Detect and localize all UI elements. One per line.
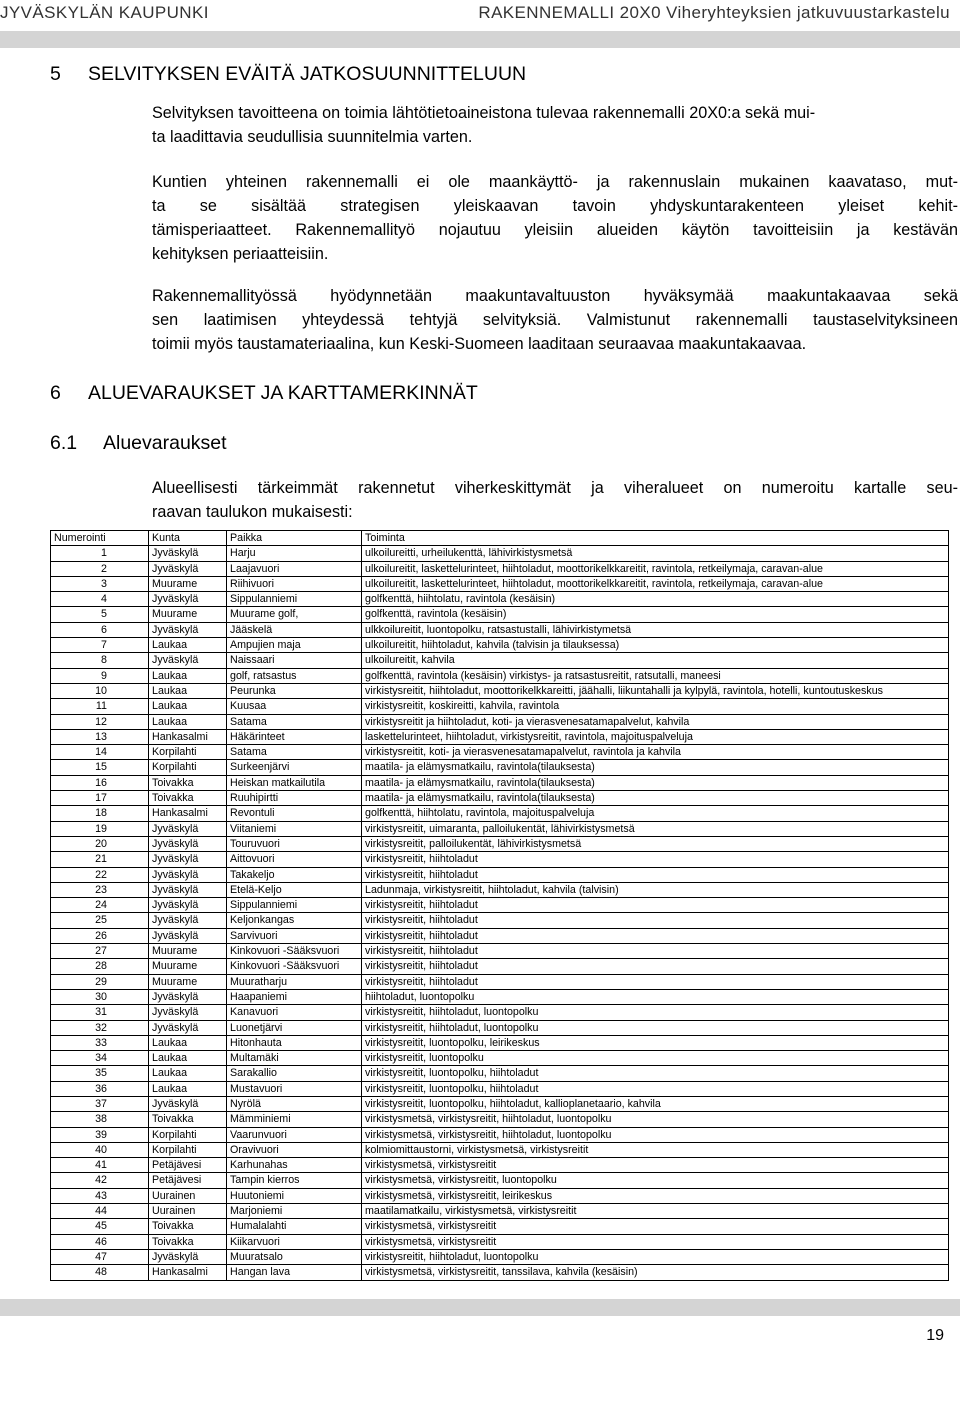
paragraph-2-line: tämisperiaatteet. Rakennemallityö nojautuu yleisiin alueiden käytön tavoitteisiin ja kestävän (152, 221, 958, 239)
cell-paikka: golf, ratsastus (227, 668, 362, 683)
section-6-1-heading (50, 432, 227, 455)
cell-toiminta: virkistysreitit, luontopolku, hiihtoladut (362, 1066, 949, 1081)
table-row (51, 745, 949, 760)
cell-toiminta: maatila- ja elämysmatkailu, ravintola(tilauksesta) (362, 760, 949, 775)
cell-paikka: Surkeenjärvi (227, 760, 362, 775)
page-header (0, 0, 960, 28)
table-row (51, 1005, 949, 1020)
cell-numerointi: 24 (51, 898, 149, 913)
cell-toiminta: maatila- ja elämysmatkailu, ravintola(tilauksesta) (362, 791, 949, 806)
cell-numerointi: 20 (51, 836, 149, 851)
cell-numerointi: 32 (51, 1020, 149, 1035)
cell-numerointi: 36 (51, 1081, 149, 1096)
table-row (51, 791, 949, 806)
cell-numerointi: 9 (51, 668, 149, 683)
table-row (51, 592, 949, 607)
cell-toiminta: virkistysmetsä, virkistysreitit, tanssilava, kahvila (kesäisin) (362, 1265, 949, 1280)
paragraph-3-line: toimii myös taustamateriaalina, kun Keski-Suomeen laaditaan seuraavaa maakuntakaavaa. (152, 335, 807, 353)
cell-toiminta: virkistysreitit, palloilukentät, lähivirkistysmetsä (362, 836, 949, 851)
cell-kunta: Jyväskylä (149, 867, 227, 882)
cell-kunta: Jyväskylä (149, 1020, 227, 1035)
cell-toiminta: virkistysreitit, hiihtoladut, luontopolku (362, 1020, 949, 1035)
table-row (51, 607, 949, 622)
cell-paikka: Mustavuori (227, 1081, 362, 1096)
cell-toiminta: maatilamatkailu, virkistysmetsä, virkistysreitit (362, 1204, 949, 1219)
cell-paikka: Kiikarvuori (227, 1234, 362, 1249)
cell-numerointi: 8 (51, 653, 149, 668)
cell-kunta: Korpilahti (149, 1127, 227, 1142)
cell-paikka: Satama (227, 745, 362, 760)
table-row (51, 638, 949, 653)
cell-numerointi: 48 (51, 1265, 149, 1280)
cell-kunta: Jyväskylä (149, 1005, 227, 1020)
cell-kunta: Jyväskylä (149, 1249, 227, 1264)
cell-kunta: Hankasalmi (149, 1265, 227, 1280)
table-row (51, 714, 949, 729)
cell-numerointi: 6 (51, 622, 149, 637)
paragraph-2 (152, 170, 958, 266)
cell-paikka: Heiskan matkailutila (227, 775, 362, 790)
column-header-paikka: Paikka (227, 531, 362, 546)
cell-kunta: Muurame (149, 576, 227, 591)
cell-toiminta: virkistysreitit, hiihtoladut (362, 867, 949, 882)
cell-paikka: Sippulanniemi (227, 898, 362, 913)
cell-numerointi: 42 (51, 1173, 149, 1188)
cell-kunta: Laukaa (149, 699, 227, 714)
cell-kunta: Hankasalmi (149, 729, 227, 744)
table-row (51, 699, 949, 714)
cell-kunta: Jyväskylä (149, 852, 227, 867)
cell-paikka: Keljonkangas (227, 913, 362, 928)
cell-numerointi: 19 (51, 821, 149, 836)
cell-kunta: Jyväskylä (149, 653, 227, 668)
cell-toiminta: virkistysreitit, hiihtoladut (362, 959, 949, 974)
cell-paikka: Oravivuori (227, 1142, 362, 1157)
cell-kunta: Muurame (149, 944, 227, 959)
cell-toiminta: virkistysreitit, hiihtoladut, luontopolku (362, 1005, 949, 1020)
footer-band (0, 1299, 960, 1316)
cell-kunta: Toivakka (149, 1219, 227, 1234)
cell-toiminta: virkistysreitit, uimaranta, palloilukentät, lähivirkistysmetsä (362, 821, 949, 836)
cell-toiminta: virkistysreitit, hiihtoladut (362, 852, 949, 867)
table-row (51, 1096, 949, 1111)
cell-kunta: Laukaa (149, 638, 227, 653)
cell-numerointi: 27 (51, 944, 149, 959)
cell-kunta: Laukaa (149, 683, 227, 698)
table-row (51, 1234, 949, 1249)
cell-paikka: Ruuhipirtti (227, 791, 362, 806)
table-row (51, 1066, 949, 1081)
cell-paikka: Harju (227, 546, 362, 561)
table-row (51, 959, 949, 974)
cell-numerointi: 28 (51, 959, 149, 974)
cell-toiminta: virkistysreitit, hiihtoladut (362, 913, 949, 928)
cell-numerointi: 11 (51, 699, 149, 714)
cell-numerointi: 7 (51, 638, 149, 653)
table-row (51, 1051, 949, 1066)
table-row (51, 653, 949, 668)
paragraph-2-line: kehityksen periaatteisiin. (152, 245, 329, 263)
cell-kunta: Korpilahti (149, 760, 227, 775)
column-header-kunta: Kunta (149, 531, 227, 546)
cell-kunta: Jyväskylä (149, 622, 227, 637)
cell-paikka: Marjoniemi (227, 1204, 362, 1219)
cell-kunta: Jyväskylä (149, 546, 227, 561)
table-row (51, 1020, 949, 1035)
header-band (0, 31, 960, 48)
cell-toiminta: virkistysmetsä, virkistysreitit, luontopolku (362, 1173, 949, 1188)
cell-kunta: Toivakka (149, 791, 227, 806)
cell-toiminta: virkistysreitit, luontopolku, hiihtoladut, kallioplanetaario, kahvila (362, 1096, 949, 1111)
section-6-1-title: Aluevaraukset (103, 432, 227, 454)
cell-paikka: Haapaniemi (227, 989, 362, 1004)
cell-paikka: Naissaari (227, 653, 362, 668)
cell-paikka: Häkärinteet (227, 729, 362, 744)
table-row (51, 1188, 949, 1203)
table-row (51, 1112, 949, 1127)
column-header-toiminta: Toiminta (362, 531, 949, 546)
cell-toiminta: virkistysreitit, hiihtoladut (362, 928, 949, 943)
cell-numerointi: 10 (51, 683, 149, 698)
cell-numerointi: 4 (51, 592, 149, 607)
cell-numerointi: 35 (51, 1066, 149, 1081)
section-5-heading (50, 63, 526, 86)
paragraph-1 (152, 101, 958, 149)
cell-kunta: Laukaa (149, 1081, 227, 1096)
table-row (51, 561, 949, 576)
cell-toiminta: virkistysreitit, hiihtoladut (362, 898, 949, 913)
cell-numerointi: 39 (51, 1127, 149, 1142)
cell-kunta: Laukaa (149, 1035, 227, 1050)
cell-kunta: Toivakka (149, 1234, 227, 1249)
cell-kunta: Hankasalmi (149, 806, 227, 821)
cell-toiminta: virkistysreitit, luontopolku (362, 1051, 949, 1066)
table-row (51, 989, 949, 1004)
cell-toiminta: hiihtoladut, luontopolku (362, 989, 949, 1004)
cell-toiminta: virkistysmetsä, virkistysreitit (362, 1158, 949, 1173)
cell-toiminta: maatila- ja elämysmatkailu, ravintola(tilauksesta) (362, 775, 949, 790)
cell-kunta: Jyväskylä (149, 928, 227, 943)
cell-toiminta: virkistysreitit ja hiihtoladut, koti- ja vierasvenesatamapalvelut, kahvila (362, 714, 949, 729)
table-row (51, 1219, 949, 1234)
paragraph-3 (152, 284, 958, 356)
aluevaraukset-table (50, 530, 949, 1281)
cell-toiminta: ulkoilureitit, laskettelurinteet, hiihtoladut, moottorikelkkareitit, ravintola, retkeilymaja, caravan-alue (362, 576, 949, 591)
cell-paikka: Hangan lava (227, 1265, 362, 1280)
cell-toiminta: ulkoilureitit, kahvila (362, 653, 949, 668)
section-6-title: ALUEVARAUKSET JA KARTTAMERKINNÄT (88, 382, 478, 404)
table-intro-line: raavan taulukon mukaisesti: (152, 503, 353, 521)
table-row (51, 622, 949, 637)
cell-numerointi: 13 (51, 729, 149, 744)
table-row (51, 775, 949, 790)
table-row (51, 1204, 949, 1219)
cell-kunta: Muurame (149, 959, 227, 974)
cell-kunta: Korpilahti (149, 1142, 227, 1157)
table-row (51, 576, 949, 591)
cell-kunta: Laukaa (149, 714, 227, 729)
cell-kunta: Muurame (149, 974, 227, 989)
cell-numerointi: 22 (51, 867, 149, 882)
cell-numerointi: 1 (51, 546, 149, 561)
table-row (51, 1158, 949, 1173)
table-row (51, 546, 949, 561)
table-row (51, 1142, 949, 1157)
cell-numerointi: 23 (51, 882, 149, 897)
cell-numerointi: 33 (51, 1035, 149, 1050)
cell-numerointi: 43 (51, 1188, 149, 1203)
cell-paikka: Vaarunvuori (227, 1127, 362, 1142)
cell-toiminta: virkistysreitit, luontopolku, leirikeskus (362, 1035, 949, 1050)
cell-toiminta: virkistysmetsä, virkistysreitit, hiihtoladut, luontopolku (362, 1112, 949, 1127)
cell-toiminta: virkistysmetsä, virkistysreitit, leirikeskus (362, 1188, 949, 1203)
table-row (51, 1081, 949, 1096)
cell-numerointi: 44 (51, 1204, 149, 1219)
column-header-numerointi: Numerointi (51, 531, 149, 546)
cell-toiminta: golfkenttä, ravintola (kesäisin) (362, 607, 949, 622)
cell-toiminta: kolmiomittaustorni, virkistysmetsä, virkistysreitit (362, 1142, 949, 1157)
cell-toiminta: golfkenttä, hiihtolatu, ravintola, majoituspalveluja (362, 806, 949, 821)
cell-paikka: Tampin kierros (227, 1173, 362, 1188)
cell-kunta: Jyväskylä (149, 898, 227, 913)
table-row (51, 867, 949, 882)
cell-numerointi: 45 (51, 1219, 149, 1234)
cell-toiminta: ulkoilureitit, laskettelurinteet, hiihtoladut, moottorikelkkareitit, ravintola, retkeilymaja, caravan-alue (362, 561, 949, 576)
cell-numerointi: 46 (51, 1234, 149, 1249)
paragraph-1-line: ta laadittavia seudullisia suunnitelmia varten. (152, 128, 473, 146)
cell-paikka: Kanavuori (227, 1005, 362, 1020)
cell-numerointi: 2 (51, 561, 149, 576)
cell-numerointi: 17 (51, 791, 149, 806)
cell-toiminta: virkistysreitit, hiihtoladut, moottorikelkkareitti, jäähalli, liikuntahalli ja kylpylä, ravintola, hotelli, kuntoutuskeskus (362, 683, 949, 698)
cell-paikka: Huutoniemi (227, 1188, 362, 1203)
table-row (51, 1249, 949, 1264)
cell-kunta: Jyväskylä (149, 1096, 227, 1111)
cell-kunta: Jyväskylä (149, 882, 227, 897)
cell-numerointi: 29 (51, 974, 149, 989)
table-row (51, 806, 949, 821)
cell-kunta: Toivakka (149, 775, 227, 790)
paragraph-2-line: Kuntien yhteinen rakennemalli ei ole maankäyttö- ja rakennuslain mukainen kaavataso, mut- (152, 173, 958, 191)
cell-paikka: Muuratharju (227, 974, 362, 989)
cell-numerointi: 14 (51, 745, 149, 760)
cell-kunta: Petäjävesi (149, 1173, 227, 1188)
cell-paikka: Luonetjärvi (227, 1020, 362, 1035)
cell-toiminta: Ladunmaja, virkistysreitit, hiihtoladut, kahvila (talvisin) (362, 882, 949, 897)
cell-kunta: Jyväskylä (149, 561, 227, 576)
cell-kunta: Jyväskylä (149, 989, 227, 1004)
cell-paikka: Etelä-Keljo (227, 882, 362, 897)
cell-kunta: Laukaa (149, 668, 227, 683)
header-doc-title: RAKENNEMALLI 20X0 Viheryhteyksien jatkuvuustarkastelu (478, 3, 950, 22)
cell-paikka: Kinkovuori -Sääksvuori (227, 959, 362, 974)
cell-toiminta: laskettelurinteet, hiihtoladut, virkistysreitit, ravintola, majoituspalveluja (362, 729, 949, 744)
section-6-heading (50, 382, 478, 405)
cell-paikka: Ampujien maja (227, 638, 362, 653)
cell-toiminta: virkistysreitit, koti- ja vierasvenesatamapalvelut, ravintola ja kahvila (362, 745, 949, 760)
cell-toiminta: golfkenttä, hiihtolatu, ravintola (kesäisin) (362, 592, 949, 607)
table-row (51, 913, 949, 928)
cell-numerointi: 18 (51, 806, 149, 821)
cell-paikka: Nyrölä (227, 1096, 362, 1111)
cell-toiminta: virkistysmetsä, virkistysreitit (362, 1234, 949, 1249)
cell-paikka: Riihivuori (227, 576, 362, 591)
paragraph-2-line: ta se sisältää strategisen yleiskaavan tavoin yhdyskuntarakenteen yleiset kehit- (152, 197, 958, 215)
table-row (51, 821, 949, 836)
cell-paikka: Kuusaa (227, 699, 362, 714)
cell-toiminta: virkistysreitit, hiihtoladut (362, 944, 949, 959)
table-row (51, 974, 949, 989)
section-5-number: 5 (50, 63, 61, 85)
table-intro (152, 476, 958, 524)
cell-kunta: Jyväskylä (149, 821, 227, 836)
cell-paikka: Sarakallio (227, 1066, 362, 1081)
table-intro-line: Alueellisesti tärkeimmät rakennetut viherkeskittymät ja viheralueet on numeroitu kartalle seu- (152, 479, 958, 497)
cell-paikka: Viitaniemi (227, 821, 362, 836)
cell-paikka: Aittovuori (227, 852, 362, 867)
cell-numerointi: 21 (51, 852, 149, 867)
cell-paikka: Muurame golf, (227, 607, 362, 622)
cell-toiminta: virkistysreitit, luontopolku, hiihtoladut (362, 1081, 949, 1096)
cell-kunta: Laukaa (149, 1066, 227, 1081)
section-6-1-number: 6.1 (50, 432, 78, 454)
cell-numerointi: 16 (51, 775, 149, 790)
paragraph-3-line: sen laatimisen yhteydessä tehtyjä selvityksiä. Valmistunut rakennemalli taustaselvityksineen (152, 311, 958, 329)
cell-numerointi: 30 (51, 989, 149, 1004)
paragraph-1-line: Selvityksen tavoitteena on toimia lähtötietoaineistona tulevaa rakennemalli 20X0:a sekä mui- (152, 104, 816, 122)
cell-numerointi: 26 (51, 928, 149, 943)
table-row (51, 836, 949, 851)
cell-paikka: Touruvuori (227, 836, 362, 851)
cell-paikka: Laajavuori (227, 561, 362, 576)
table-row (51, 668, 949, 683)
table-row (51, 760, 949, 775)
cell-paikka: Humalalahti (227, 1219, 362, 1234)
cell-numerointi: 12 (51, 714, 149, 729)
cell-numerointi: 40 (51, 1142, 149, 1157)
cell-kunta: Korpilahti (149, 745, 227, 760)
cell-paikka: Sippulanniemi (227, 592, 362, 607)
cell-kunta: Jyväskylä (149, 913, 227, 928)
cell-toiminta: golfkenttä, ravintola (kesäisin) virkistys- ja ratsastusreitit, ratsutalli, maneesi (362, 668, 949, 683)
cell-numerointi: 5 (51, 607, 149, 622)
cell-toiminta: virkistysmetsä, virkistysreitit, hiihtoladut, luontopolku (362, 1127, 949, 1142)
cell-kunta: Jyväskylä (149, 592, 227, 607)
table-header-row (51, 531, 949, 546)
cell-paikka: Takakeljo (227, 867, 362, 882)
cell-kunta: Petäjävesi (149, 1158, 227, 1173)
page-number: 19 (926, 1327, 944, 1344)
cell-paikka: Peurunka (227, 683, 362, 698)
cell-toiminta: ulkoilureitti, urheilukenttä, lähivirkistysmetsä (362, 546, 949, 561)
table-row (51, 928, 949, 943)
table-row (51, 852, 949, 867)
cell-toiminta: virkistysreitit, hiihtoladut, luontopolku (362, 1249, 949, 1264)
table-row (51, 944, 949, 959)
cell-toiminta: ulkoilureitit, hiihtoladut, kahvila (talvisin ja tilauksessa) (362, 638, 949, 653)
table-row (51, 1265, 949, 1280)
cell-toiminta: virkistysmetsä, virkistysreitit (362, 1219, 949, 1234)
table-row (51, 683, 949, 698)
cell-numerointi: 34 (51, 1051, 149, 1066)
table-row (51, 1173, 949, 1188)
table-row (51, 882, 949, 897)
cell-paikka: Mämminiemi (227, 1112, 362, 1127)
cell-paikka: Multamäki (227, 1051, 362, 1066)
table-row (51, 729, 949, 744)
section-6-number: 6 (50, 382, 61, 404)
cell-paikka: Revontuli (227, 806, 362, 821)
cell-kunta: Laukaa (149, 1051, 227, 1066)
cell-paikka: Sarvivuori (227, 928, 362, 943)
cell-kunta: Toivakka (149, 1112, 227, 1127)
cell-numerointi: 25 (51, 913, 149, 928)
table-row (51, 898, 949, 913)
table-row (51, 1127, 949, 1142)
cell-numerointi: 47 (51, 1249, 149, 1264)
cell-toiminta: virkistysreitit, koskireitti, kahvila, ravintola (362, 699, 949, 714)
cell-toiminta: virkistysreitit, hiihtoladut (362, 974, 949, 989)
cell-numerointi: 15 (51, 760, 149, 775)
cell-numerointi: 38 (51, 1112, 149, 1127)
header-org: JYVÄSKYLÄN KAUPUNKI (0, 3, 209, 22)
cell-numerointi: 31 (51, 1005, 149, 1020)
paragraph-3-line: Rakennemallityössä hyödynnetään maakuntavaltuuston hyväksymää maakuntakaavaa sekä (152, 287, 958, 305)
cell-toiminta: ulkkoilureitit, luontopolku, ratsastustalli, lähivirkistymetsä (362, 622, 949, 637)
cell-numerointi: 3 (51, 576, 149, 591)
cell-kunta: Uurainen (149, 1204, 227, 1219)
cell-paikka: Satama (227, 714, 362, 729)
cell-paikka: Muuratsalo (227, 1249, 362, 1264)
cell-paikka: Jääskelä (227, 622, 362, 637)
cell-kunta: Uurainen (149, 1188, 227, 1203)
cell-kunta: Jyväskylä (149, 836, 227, 851)
cell-paikka: Hitonhauta (227, 1035, 362, 1050)
section-5-title: SELVITYKSEN EVÄITÄ JATKOSUUNNITTELUUN (88, 63, 527, 85)
cell-paikka: Kinkovuori -Sääksvuori (227, 944, 362, 959)
cell-numerointi: 41 (51, 1158, 149, 1173)
cell-kunta: Muurame (149, 607, 227, 622)
table-row (51, 1035, 949, 1050)
cell-numerointi: 37 (51, 1096, 149, 1111)
cell-paikka: Karhunahas (227, 1158, 362, 1173)
